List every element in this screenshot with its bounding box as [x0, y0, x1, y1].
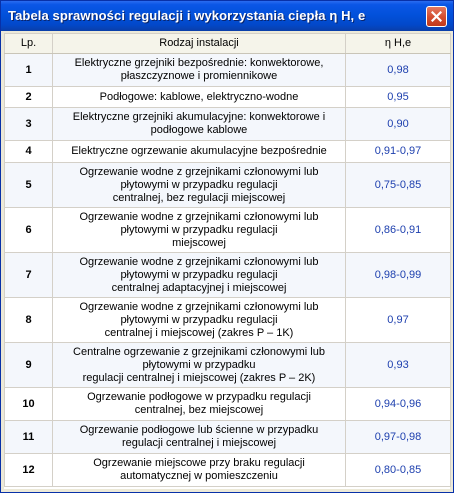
table-row[interactable]	[5, 388, 451, 421]
efficiency-value: 0,98-0,99	[346, 253, 451, 298]
table-row[interactable]	[5, 54, 451, 87]
installation-type	[53, 87, 346, 108]
row-number: 8	[5, 298, 53, 343]
row-number: 12	[5, 454, 53, 487]
installation-text-line: Ogrzewanie podłogowe w przypadku regulacji	[87, 391, 311, 403]
installation-text-line: centralnej i miejscowej (zakres P – 1K)	[104, 326, 294, 339]
table-row[interactable]	[5, 253, 451, 298]
table-row[interactable]	[5, 343, 451, 388]
installation-text-line: Ogrzewanie wodne z grzejnikami członowymi lub	[79, 300, 319, 313]
installation-text-line: Ogrzewanie wodne z grzejnikami członowymi lub	[79, 255, 319, 268]
efficiency-value: 0,93	[346, 343, 451, 388]
installation-text-line: Ogrzewanie wodne z grzejnikami członowymi lub	[79, 165, 319, 178]
installation-type	[53, 108, 346, 141]
installation-text-line: Podłogowe: kablowe, elektryczno-wodne	[99, 90, 299, 103]
efficiency-value: 0,86-0,91	[346, 208, 451, 253]
table-row[interactable]	[5, 163, 451, 208]
installation-text-line: Ogrzewanie miejscowe przy braku regulacji	[93, 457, 305, 469]
row-number: 11	[5, 421, 53, 454]
table-container	[4, 33, 450, 489]
installation-text-line: płytowymi w przypadku regulacji	[120, 178, 278, 191]
installation-text-line: automatycznej w pomieszczeniu	[120, 470, 278, 482]
efficiency-value: 0,97-0,98	[346, 421, 451, 454]
row-number: 7	[5, 253, 53, 298]
installation-text-line: miejscowej	[172, 236, 226, 249]
row-number: 2	[5, 87, 53, 108]
table-row[interactable]	[5, 108, 451, 141]
installation-type	[53, 253, 346, 298]
installation-text-line: Elektryczne ogrzewanie akumulacyjne bezpośrednie	[71, 145, 327, 157]
table-row[interactable]	[5, 421, 451, 454]
efficiency-value: 0,94-0,96	[346, 388, 451, 421]
table-row[interactable]	[5, 454, 451, 487]
window-title: Tabela sprawności regulacji i wykorzystania ciepła η H, e	[8, 8, 366, 23]
row-number: 4	[5, 141, 53, 163]
installation-text-line: Centralne ogrzewanie z grzejnikami członowymi lub	[73, 345, 325, 358]
efficiency-value: 0,90	[346, 108, 451, 141]
installation-text-line: centralnej, bez miejscowej	[134, 404, 264, 416]
installation-text-line: płytowymi w przypadku	[142, 358, 256, 371]
installation-type	[53, 141, 346, 163]
efficiency-value: 0,91-0,97	[346, 141, 451, 163]
installation-text-line: regulacji centralnej i miejscowej	[121, 437, 277, 449]
installation-type	[53, 298, 346, 343]
efficiency-table	[4, 33, 451, 487]
installation-text-line: centralnej, bez regulacji miejscowej	[112, 191, 286, 204]
installation-type	[53, 388, 346, 421]
table-row[interactable]	[5, 298, 451, 343]
efficiency-value: 0,95	[346, 87, 451, 108]
row-number: 9	[5, 343, 53, 388]
installation-text-line: regulacji centralnej i miejscowej (zakres P – 2K)	[82, 371, 316, 384]
efficiency-value: 0,75-0,85	[346, 163, 451, 208]
installation-text-line: płaszczyznowe i promiennikowe	[120, 70, 278, 82]
row-number: 5	[5, 163, 53, 208]
installation-type	[53, 343, 346, 388]
installation-type	[53, 421, 346, 454]
column-header-lp[interactable]: Lp.	[5, 34, 53, 54]
installation-text-line: płytowymi w przypadku regulacji	[120, 268, 278, 281]
table-row[interactable]	[5, 141, 451, 163]
installation-text-line: płytowymi w przypadku regulacji	[120, 313, 278, 326]
row-number: 3	[5, 108, 53, 141]
installation-text-line: Elektryczne grzejniki bezpośrednie: konwektorowe,	[74, 57, 324, 69]
installation-type	[53, 208, 346, 253]
installation-text-line: podłogowe kablowe	[150, 124, 248, 136]
table-row[interactable]	[5, 208, 451, 253]
column-header-installation[interactable]: Rodzaj instalacji	[53, 34, 346, 54]
row-number: 10	[5, 388, 53, 421]
installation-text-line: Elektryczne grzejniki akumulacyjne: konwektorowe i	[72, 111, 326, 123]
efficiency-value: 0,98	[346, 54, 451, 87]
table-header-row	[5, 34, 451, 54]
close-icon	[431, 11, 442, 22]
efficiency-value: 0,80-0,85	[346, 454, 451, 487]
table-row[interactable]	[5, 87, 451, 108]
installation-text-line: Ogrzewanie wodne z grzejnikami członowymi lub	[79, 210, 319, 223]
installation-text-line: Ogrzewanie podłogowe lub ścienne w przypadku	[79, 424, 319, 436]
installation-text-line: centralnej adaptacyjnej i miejscowej	[111, 281, 287, 294]
installation-type	[53, 163, 346, 208]
installation-type	[53, 454, 346, 487]
efficiency-value: 0,97	[346, 298, 451, 343]
installation-type	[53, 54, 346, 87]
column-header-efficiency[interactable]: η H,e	[346, 34, 451, 54]
title-bar[interactable]	[1, 1, 453, 31]
row-number: 6	[5, 208, 53, 253]
row-number: 1	[5, 54, 53, 87]
close-button[interactable]	[426, 6, 447, 27]
installation-text-line: płytowymi w przypadku regulacji	[120, 223, 278, 236]
